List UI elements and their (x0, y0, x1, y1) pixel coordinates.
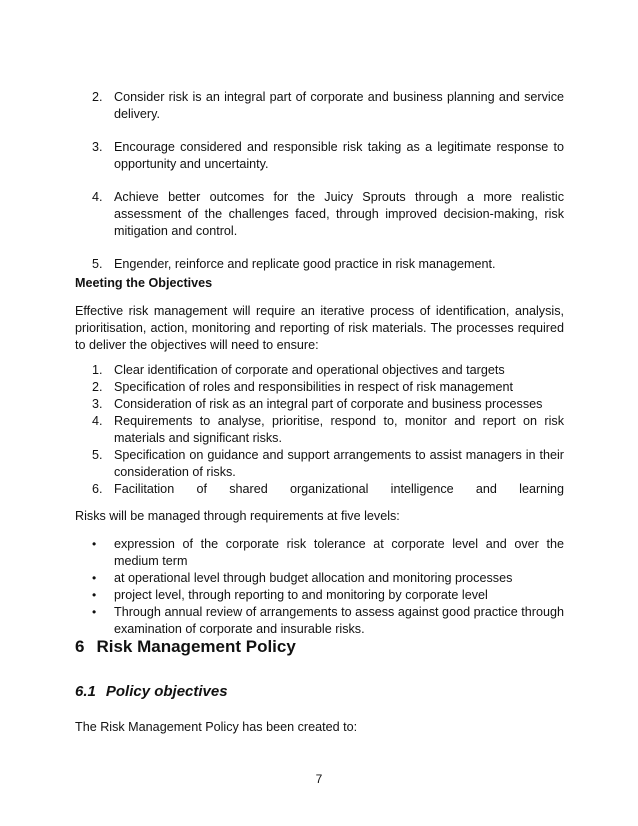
list-item-text: Consideration of risk as an integral part of corporate and business processes (114, 397, 543, 411)
section-heading (75, 636, 296, 658)
list-item-text: Facilitation of shared organizational intelligence and learning (114, 482, 564, 496)
list-item (92, 396, 564, 413)
list-item-number: 3. (92, 140, 103, 154)
levels-paragraph: Risks will be managed through requirements at five levels: (75, 509, 400, 523)
list-item (92, 536, 564, 570)
list-item (92, 604, 564, 638)
list-item (92, 481, 564, 498)
meeting-paragraph: Effective risk management will require an iterative process of identification, analysis, prioritisation, action, monitoring and reporting of risk materials. The processes required to deliver the objectives will need to ensure: (75, 304, 564, 352)
list-item-text: Encourage considered and responsible risk taking as a legitimate response to opportunity and uncertainty. (114, 140, 564, 171)
levels-list (92, 536, 564, 638)
section-title: Risk Management Policy (96, 637, 296, 656)
list-item-number: 4. (92, 190, 103, 204)
list-item-text: Consider risk is an integral part of corporate and business planning and service delivery. (114, 90, 564, 121)
page-number: 7 (315, 772, 323, 786)
list-item-number: 6. (92, 482, 103, 496)
list-item-text: Through annual review of arrangements to assess against good practice through examination of corporate and insurable risks. (114, 605, 564, 636)
list-item (92, 362, 564, 379)
bullet-icon: • (92, 571, 97, 585)
list-item-number: 5. (92, 448, 103, 462)
meeting-objectives-heading: Meeting the Objectives (75, 276, 213, 290)
objectives-list (92, 89, 564, 289)
list-item (92, 256, 564, 273)
list-item (92, 89, 564, 123)
list-item-number: 3. (92, 397, 103, 411)
list-item-number: 2. (92, 90, 103, 104)
list-item (92, 413, 564, 447)
list-item-number: 5. (92, 257, 103, 271)
list-item (92, 139, 564, 173)
section-number: 6 (75, 637, 85, 656)
list-item-text: Engender, reinforce and replicate good practice in risk management. (114, 257, 496, 271)
subsection-title: Policy objectives (105, 683, 228, 700)
list-item-number: 1. (92, 363, 103, 377)
bullet-icon: • (92, 537, 97, 551)
bullet-icon: • (92, 605, 97, 619)
subsection-heading (75, 682, 228, 702)
list-item-text: Specification on guidance and support arrangements to assist managers in their consideration of risks. (114, 448, 564, 479)
list-item-text: Clear identification of corporate and operational objectives and targets (114, 363, 505, 377)
list-item-text: Specification of roles and responsibilities in respect of risk management (114, 380, 514, 394)
list-item (92, 570, 564, 587)
list-item-text: at operational level through budget allocation and monitoring processes (114, 571, 513, 585)
list-item-number: 2. (92, 380, 103, 394)
list-item (92, 189, 564, 240)
subsection-number: 6.1 (75, 683, 96, 700)
list-item-text: project level, through reporting to and monitoring by corporate level (114, 588, 488, 602)
ensure-list (92, 362, 564, 498)
list-item (92, 587, 564, 604)
list-item (92, 447, 564, 481)
list-item-text: Achieve better outcomes for the Juicy Sprouts through a more realistic assessment of the challenges faced, through improved decision-making, risk mitigation and control. (114, 190, 564, 238)
policy-intro-paragraph: The Risk Management Policy has been created to: (75, 720, 358, 734)
list-item-text: Requirements to analyse, prioritise, respond to, monitor and report on risk materials and significant risks. (114, 414, 564, 445)
list-item (92, 379, 564, 396)
bullet-icon: • (92, 588, 97, 602)
list-item-text: expression of the corporate risk tolerance at corporate level and over the medium term (114, 537, 564, 568)
list-item-number: 4. (92, 414, 103, 428)
